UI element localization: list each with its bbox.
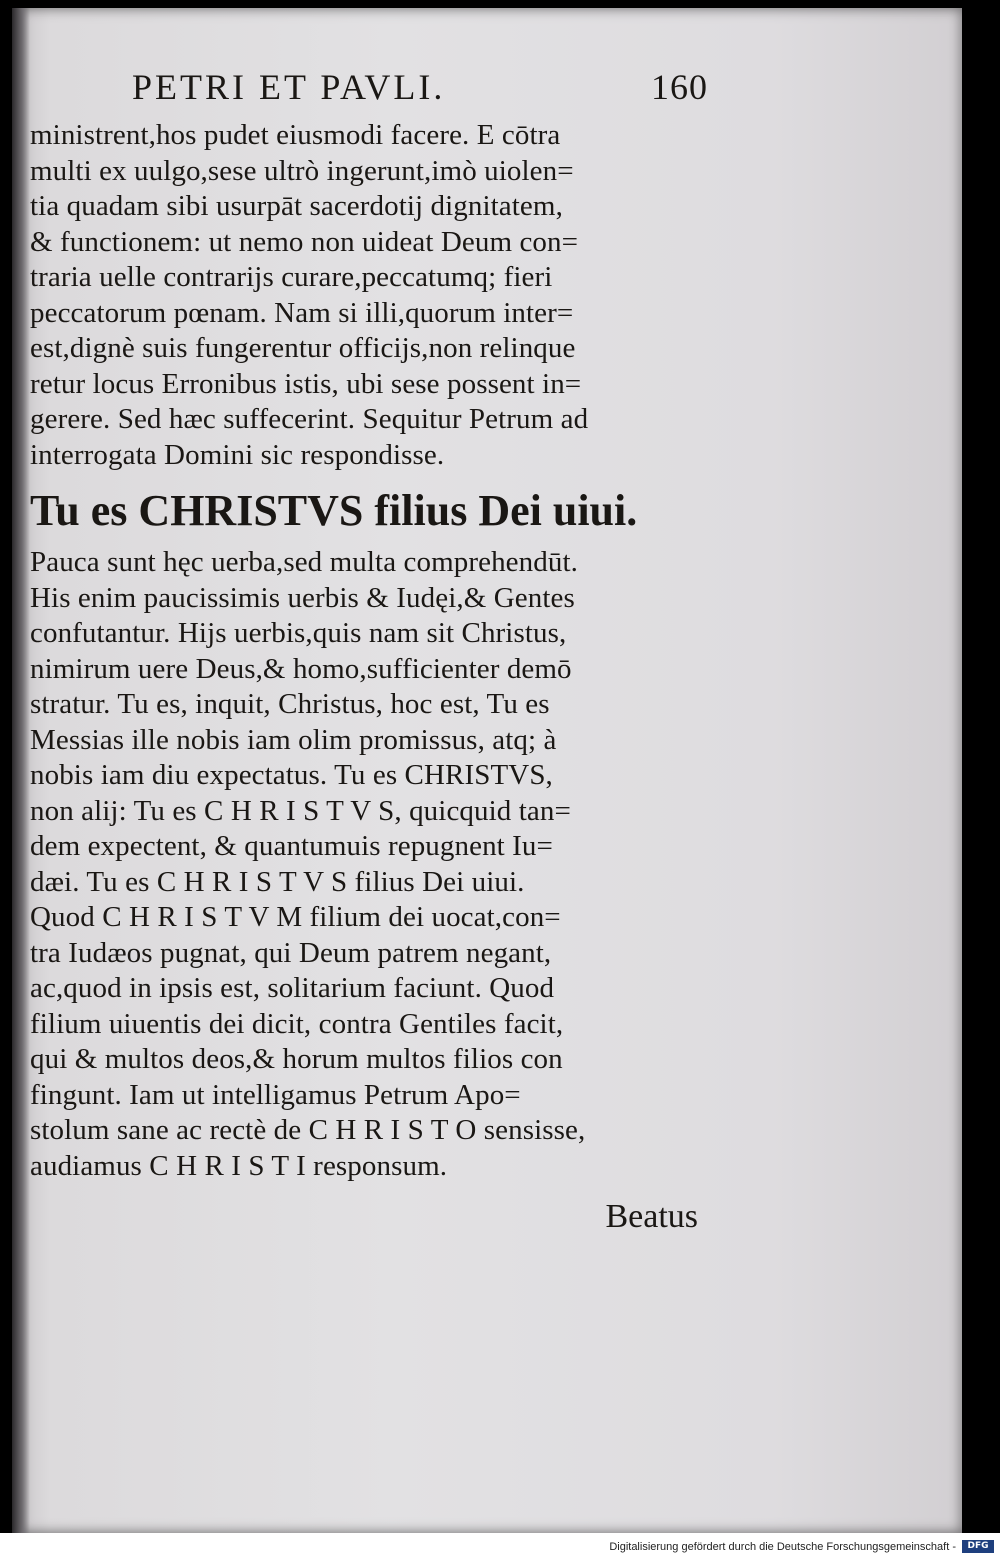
text-line: nobis iam diu expectatus. Tu es CHRISTVS, (30, 759, 553, 791)
text-line: traria uelle contrarijs curare,peccatumq; fieri (30, 261, 553, 293)
text-line: multi ex uulgo,sese ultrò ingerunt,imò uiolen= (30, 154, 574, 187)
catchword: Beatus (605, 1198, 698, 1235)
text-line: tia quadam sibi usurpāt sacerdotij dignitatem, (30, 190, 563, 222)
text-line: gerere. Sed hæc suffecerint. Sequitur Petrum ad (30, 403, 589, 435)
paragraph-before-heading (30, 118, 710, 473)
text-line: confutantur. Hijs uerbis,quis nam sit Christus, (30, 617, 567, 649)
text-line: non alij: Tu es C H R I S T V S, quicquid tan= (30, 794, 571, 827)
text-line: Pauca sunt hęc uerba,sed multa comprehendūt. (30, 546, 578, 578)
dfg-logo: DFG (962, 1540, 994, 1553)
funding-note: Digitalisierung gefördert durch die Deutsche Forschungsgemeinschaft - (609, 1541, 956, 1553)
book-page (12, 8, 962, 1533)
text-line: qui & multos deos,& horum multos filios con (30, 1043, 563, 1075)
text-line: fingunt. Iam ut intelligamus Petrum Apo= (30, 1078, 521, 1111)
paragraph-after-heading (30, 545, 710, 1184)
text-line: dæi. Tu es C H R I S T V S filius Dei uiui. (30, 865, 525, 898)
text-line: Quod C H R I S T V M filium dei uocat,con= (30, 901, 561, 933)
text-line: & functionem: ut nemo non uideat Deum con= (30, 225, 579, 258)
text-line: dem expectent, & quantumuis repugnent Iu= (30, 830, 553, 862)
text-line: stolum sane ac rectè de C H R I S T O sensisse, (30, 1114, 586, 1146)
footer-bar (0, 1533, 1000, 1558)
text-line: tra Iudæos pugnat, qui Deum patrem negant, (30, 936, 552, 969)
page-gutter (12, 8, 30, 1533)
text-line: ac,quod in ipsis est, solitarium faciunt. Quod (30, 972, 555, 1004)
text-line: interrogata Domini sic respondisse. (30, 438, 445, 471)
text-line: peccatorum pœnam. Nam si illi,quorum inter= (30, 296, 574, 329)
text-line: nimirum uere Deus,& homo,sufficienter demō (30, 652, 572, 685)
running-title: PETRI ET PAVLI. (132, 67, 446, 107)
text-line: Messias ille nobis iam olim promissus, atq; à (30, 723, 557, 756)
text-line: stratur. Tu es, inquit, Christus, hoc est, Tu es (30, 688, 550, 720)
section-heading: Tu es CHRISTVS filius Dei uiui. (30, 486, 638, 535)
text-line: est,dignè suis fungerentur officijs,non relinque (30, 332, 576, 364)
running-head (30, 66, 710, 118)
text-line: His enim paucissimis uerbis & Iudęi,& Gentes (30, 581, 575, 614)
text-line: ministrent,hos pudet eiusmodi facere. E cōtra (30, 119, 561, 151)
text-line: retur locus Erronibus istis, ubi sese possent in= (30, 367, 582, 400)
folio-number: 160 (651, 67, 708, 107)
text-line: audiamus C H R I S T I responsum. (30, 1149, 448, 1182)
text-line: filium uiuentis dei dicit, contra Gentiles facit, (30, 1007, 564, 1040)
text-block (30, 66, 710, 1236)
